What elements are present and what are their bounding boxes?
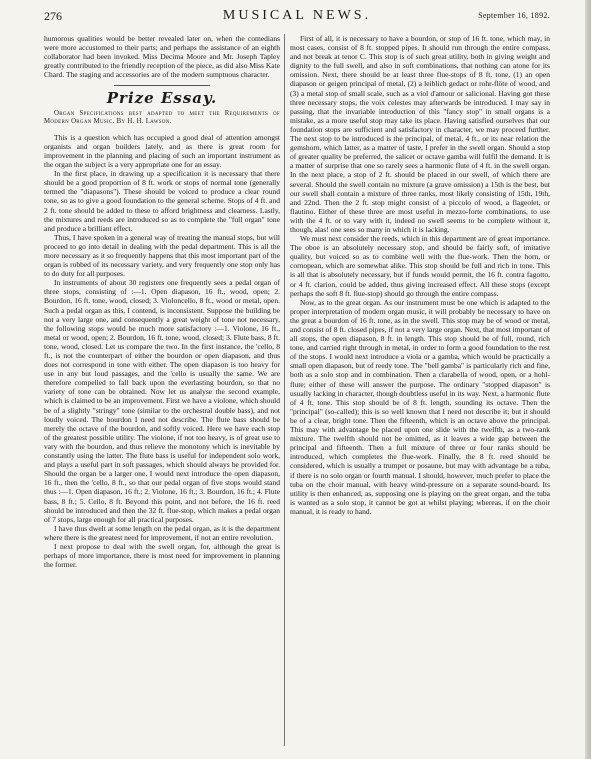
right-column [290,34,550,746]
issue-date: September 16, 1892. [478,11,550,20]
left-column [44,34,280,746]
column-divider [284,34,285,746]
essay-paragraph: I have thus dwelt at some length on the pedal organ, as it is the department where there is the greatest need for improvement, if not an entire revolution. [44,523,280,542]
page-number: 276 [44,9,62,23]
section-divider [114,85,210,86]
essay-title: Prize Essay. [106,89,218,108]
page-edge [585,0,591,759]
essay-paragraph: Thus, I have spoken in a general way of treating the manual stops, but will proceed to go into detail in dealing with the pedal department. This is all the more necessary as it so frequently happens that this most important part of the organ is robbed of its necessary variety, and very frequently one stop only has to do duty for all purposes. [44,232,280,279]
essay-paragraph: We must next consider the reeds, which in this department are of great importance. The oboe is an absolutely necessary stop, and should be fairly soft, of imitative quality, but voiced so as to combine well with the flue-work. Then the horn, or cornopean, which are somewhat alike. This stop should be full and rich in tone. This is all that is absolutely necessary, but if funds would permit, the 16 ft. contra fagotto, or 4 ft. clarion, could be added, thus giving increased effect. All these stops (except perhaps the soft 8 ft. flue-stop) should go through the entire compass. [290,234,550,298]
intro-paragraph: humorous qualities would be better revealed later on, when the comedians were more accustomed to their parts; and perhaps the assistance of an eighth collaborator had been invoked. Miss Decima Moore and Mr. Joseph Tapley greatly contributed to the friendly reception of the piece, as did also Miss Kate Chard. The staging and accessories are of the modern sumptuous character. [44,34,280,80]
essay-subtitle: Organ Specifications best adapted to meet the Requirements of Modern Organ Music. By H. H. Lawson. [44,109,280,126]
essay-paragraph: This is a question which has occupied a good deal of attention amongst organists and organ builders lately, and as there is great room for improvement in the planning and placing of such an important instrument as the organ the subject is a very appropriate one for an essay. [44,132,280,170]
essay-paragraph: Now, as to the great organ. As our instrument must be one which is adapted to the proper interpretation of modern organ music, it will probably be necessary to have on the great a bourdon of 16 ft. tone, as in the swell. This stop may be of wood or metal, and consist of 8 ft. closed pipes, if not a very large organ. Next, that most important of all stops, the open diapason, 8 ft. in length. This stop should be of full, round, rich tone, and carried right through in metal, in order to form a good foundation to the rest of the stops. I would next introduce a viola or a gamba, which would be practically a small open diapason, but of reedy tone. The "bell gamba" is particularly rich and fine, both as a solo stop and in combination. Then a clarabella of wood, open, or a hohl-flute; either of these will answer the purpose. The ordinary "stopped diapason" is usually lacking in character, though doubtless useful in its way. Next, a harmonic flute of 4 ft. tone. This stop should be of 8 ft. length, sounding its octave. Then the "principal" (so-called); this is so well known that I need not describe it; but it should be of a clear, bright tone. Then the fifteenth, which is an octave above the principal. This may with advantage be placed upon one slide with the twelfth, as a two-rank mixture. The twelfth should not be omitted, as it leaves a wide gap between the principal and fifteenth. Then a full mixture of three or four ranks should be introduced, which completes the flue-work. Finally, the 8 ft. reed should be considered, which is usually a trumpet or posaune, but may with advantage be a tuba, if there is no solo organ or fourth manual. I should, however, much prefer to place the tuba on the choir manual, with heavy wind-pressure on a separate sound-board. Its utility is then enhanced, as, supposing one is playing on the great organ, and the tuba is wanted as a solo stop, it cannot be got at whilst playing; whereas, if on the choir manual, it is ready to hand. [290,297,550,516]
essay-paragraph: In instruments of about 30 registers one frequently sees a pedal organ of three stops, consisting of :—1. Open diapason, 16 ft., wood, open; 2. Bourdon, 16 ft. tone, wood, closed; 3. Violoncello, 8 ft., wood or metal, open. Such a pedal organ as this, I contend, is inconsistent. Suppose the building be not a very large one, and consequently a great weight of tone not necessary, the following stops would be much more satisfactory :—1. Violone, 16 ft., metal or wood, open; 2. Bourdon, 16 ft. tone, wood, closed; 3. Flute bass, 8 ft. tone, wood, closed. Let us compare the two. In the first instance, the 'cello, 8 ft., is not the counterpart of either the bourdon or open diapason, and thus does not correspond in tone with either. The open diapason is too heavy for use in any but loud passages, and the 'cello is usually the same. We are therefore compelled to fall back upon the everlasting bourdon, so that no variety of tone can be obtained. Now let us analyse the second example, which is claimed to be an improvement. First we have a violone, which should be of a slightly "stringy" tone (similar to the orchestral double bass), and not loudly voiced. The bourdon I need not describe. The flute bass should be merely the octave of the bourdon, and softly voiced. Here we have each stop of the greatest possible utility. The violone, if not too heavy, is of great use to vary with the bourdon, and thus relieve the monotony which is inevitable by constantly using the latter. The flute bass is useful for independent solo work, and plays a useful part in soft passages, which should always be provided for. Should the organ be a larger one, I would next introduce the open diapason, 16 ft., then the 'cello, 8 ft., so that our pedal organ of five stops would stand thus :—1. Open diapason, 16 ft.; 2. Violone, 16 ft.; 3. Bourdon, 16 ft.; 4. Flute bass, 8 ft.; 5. Cello, 8 ft. Beyond this point, and not before, the 16 ft. reed should be introduced and then the 32 ft. flue-stop, which makes a pedal organ of 7 stops, large enough for all practical purposes. [44,278,280,524]
essay-paragraph: First of all, it is necessary to have a bourdon, or stop of 16 ft. tone, which may, in most cases, consist of 8 ft. stopped pipes. It should run through the entire compass, and not break at tenor C. This stop is of such great utility, both in giving weight and dignity to the full swell, and also in soft combinations, that nothing can atone for its omission. Next, there should be at least three flue-stops of 8 ft. tone, (1) an open diapason or geigen principal of metal, (2) a leiblich gedact or rohr-flöte of wood, and (3) a metal stop of small scale, such as a viol d'amour or salicional. Having got these three necessary stops, the voix celestes may afterwards be introduced. I may say in passing, that the invariable introduction of this "fancy stop" in small organs is a mistake, as a more useful stop may take its place. Having satisfied ourselves that our foundation stops are sufficient and satisfactory in character, we may proceed further. The next stop to be introduced is the principal, of metal, 4 ft., or its near relation the gemshorn, which latter, as a matter of taste, I prefer in the swell organ. Should a stop of greater quality be preferred, the salicet or octave gamba will fulfil the demand. It is a matter of surprise that one so rarely sees a harmonic flute of 4 ft. in the swell organ. In the next place, a stop of 2 ft. should be placed in our swell, of which there are several. Should the swell contain no mixture (a grave omission) a 15th is the best, but our swell shall contain a mixture of three ranks, most likely consisting of 15th, 19th, and 22nd. Then the 2 ft. stop might consist of a piccolo of wood, a flageolet, or flautino. Either of these three are most useful in mezzo-forte combinations, to use with the 4 ft. or to vary with it, indeed no swell seems to be complete without it, though, alas! one sees so many in which it is lacking. [290,34,550,234]
essay-paragraph: In the first place, in drawing up a specification it is necessary that there should be a good proportion of 8 ft. work or stops of normal tone (generally termed the "diapasons"). These should be voiced to produce a clear round tone, so as to give a good foundation to the general scheme. Stops of 4 ft. and 2 ft. tone should be added to these to afford brightness and clearness. Lastly, the mixtures and reeds are introduced so as to complete the "full organ" tone and produce a brilliant effect. [44,169,280,233]
essay-paragraph: I next propose to deal with the swell organ, for, although the great is perhaps of more importance, there is most need for improvement in planning the former. [44,541,280,570]
page-header [44,8,550,26]
publication-title: MUSICAL NEWS. [222,8,372,23]
